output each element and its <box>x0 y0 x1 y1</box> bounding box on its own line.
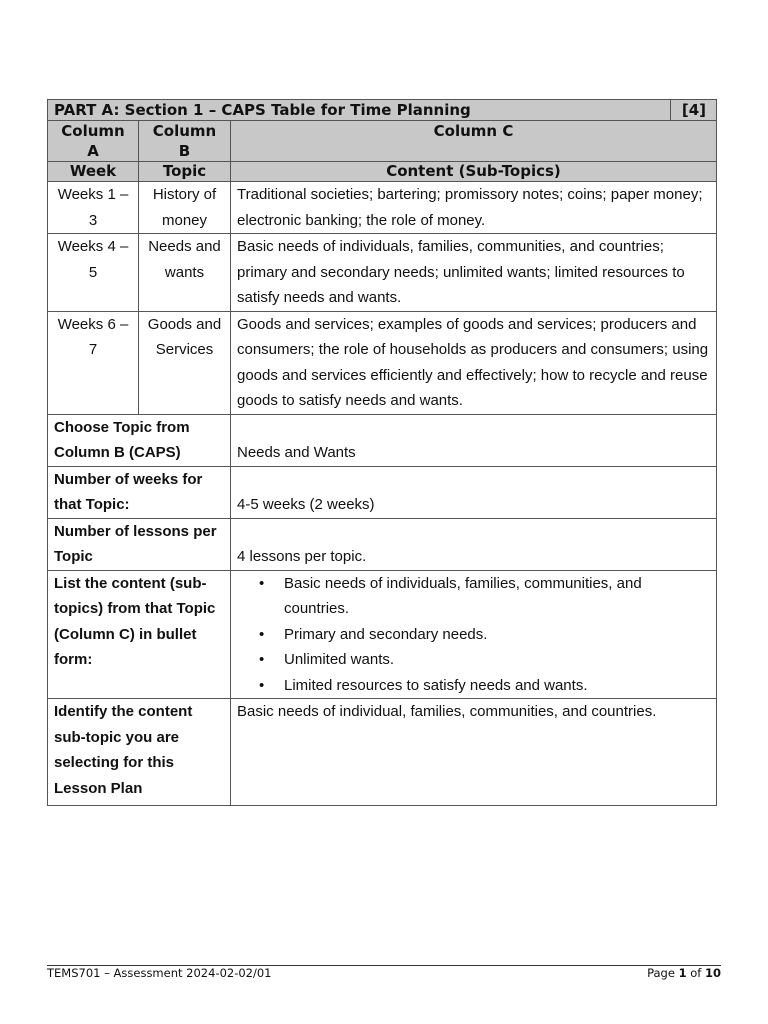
week-cell: Weeks 4 – 5 <box>48 234 139 312</box>
column-c-header: Column C <box>231 121 717 162</box>
content-cell: Goods and services; examples of goods and services; producers and consumers; the role of households as producers and consumers; using goods and services efficiently and effectively; how to recycle and reuse goods to satisfy needs and wants. <box>231 311 717 414</box>
week-cell: Weeks 1 – 3 <box>48 182 139 234</box>
marks-badge: [4] <box>671 100 717 121</box>
weeks-label: Number of weeks for that Topic: <box>48 466 231 518</box>
list-item: • Primary and secondary needs. <box>237 622 710 648</box>
content-list-label: List the content (sub-topics) from that Topic (Column C) in bullet form: <box>48 570 231 699</box>
table-row <box>48 311 717 414</box>
page-total: 10 <box>704 966 721 980</box>
choose-topic-row <box>48 414 717 466</box>
content-list-cell <box>231 570 717 699</box>
lessons-label: Number of lessons per Topic <box>48 518 231 570</box>
page-of: of <box>690 966 702 980</box>
page-word: Page <box>647 966 675 980</box>
lessons-value: 4 lessons per topic. <box>231 518 717 570</box>
page-current: 1 <box>678 966 687 980</box>
identify-label: Identify the content sub-topic you are selecting for this Lesson Plan <box>48 699 231 806</box>
content-bullet-list <box>237 571 710 699</box>
column-a-header: Column A <box>48 121 139 162</box>
choose-topic-label: Choose Topic from Column B (CAPS) <box>48 414 231 466</box>
content-list-row <box>48 570 717 699</box>
table-row <box>48 234 717 312</box>
topic-cell: Goods and Services <box>139 311 231 414</box>
footer-document-code: TEMS701 – Assessment 2024-02-02/01 <box>47 966 272 980</box>
table-row <box>48 182 717 234</box>
column-b-header: Column B <box>139 121 231 162</box>
identify-row <box>48 699 717 806</box>
content-cell: Basic needs of individuals, families, communities, and countries; primary and secondary needs; unlimited wants; limited resources to satisfy needs and wants. <box>231 234 717 312</box>
topic-header: Topic <box>139 162 231 182</box>
weeks-value: 4-5 weeks (2 weeks) <box>231 466 717 518</box>
table-title: PART A: Section 1 – CAPS Table for Time Planning <box>48 100 671 121</box>
topic-cell: Needs and wants <box>139 234 231 312</box>
choose-topic-value: Needs and Wants <box>231 414 717 466</box>
content-cell: Traditional societies; bartering; promissory notes; coins; paper money; electronic banking; the role of money. <box>231 182 717 234</box>
week-header: Week <box>48 162 139 182</box>
sub-header-row <box>48 162 717 182</box>
table-title-row <box>48 100 717 121</box>
caps-table <box>47 99 717 806</box>
weeks-row <box>48 466 717 518</box>
lessons-row <box>48 518 717 570</box>
footer-page-number <box>647 966 721 980</box>
list-item: • Limited resources to satisfy needs and wants. <box>237 673 710 699</box>
list-item: • Basic needs of individuals, families, communities, and countries. <box>237 571 710 622</box>
list-item: • Unlimited wants. <box>237 647 710 673</box>
content-header: Content (Sub-Topics) <box>231 162 717 182</box>
identify-value: Basic needs of individual, families, communities, and countries. <box>231 699 717 806</box>
column-header-row <box>48 121 717 162</box>
topic-cell: History of money <box>139 182 231 234</box>
week-cell: Weeks 6 – 7 <box>48 311 139 414</box>
